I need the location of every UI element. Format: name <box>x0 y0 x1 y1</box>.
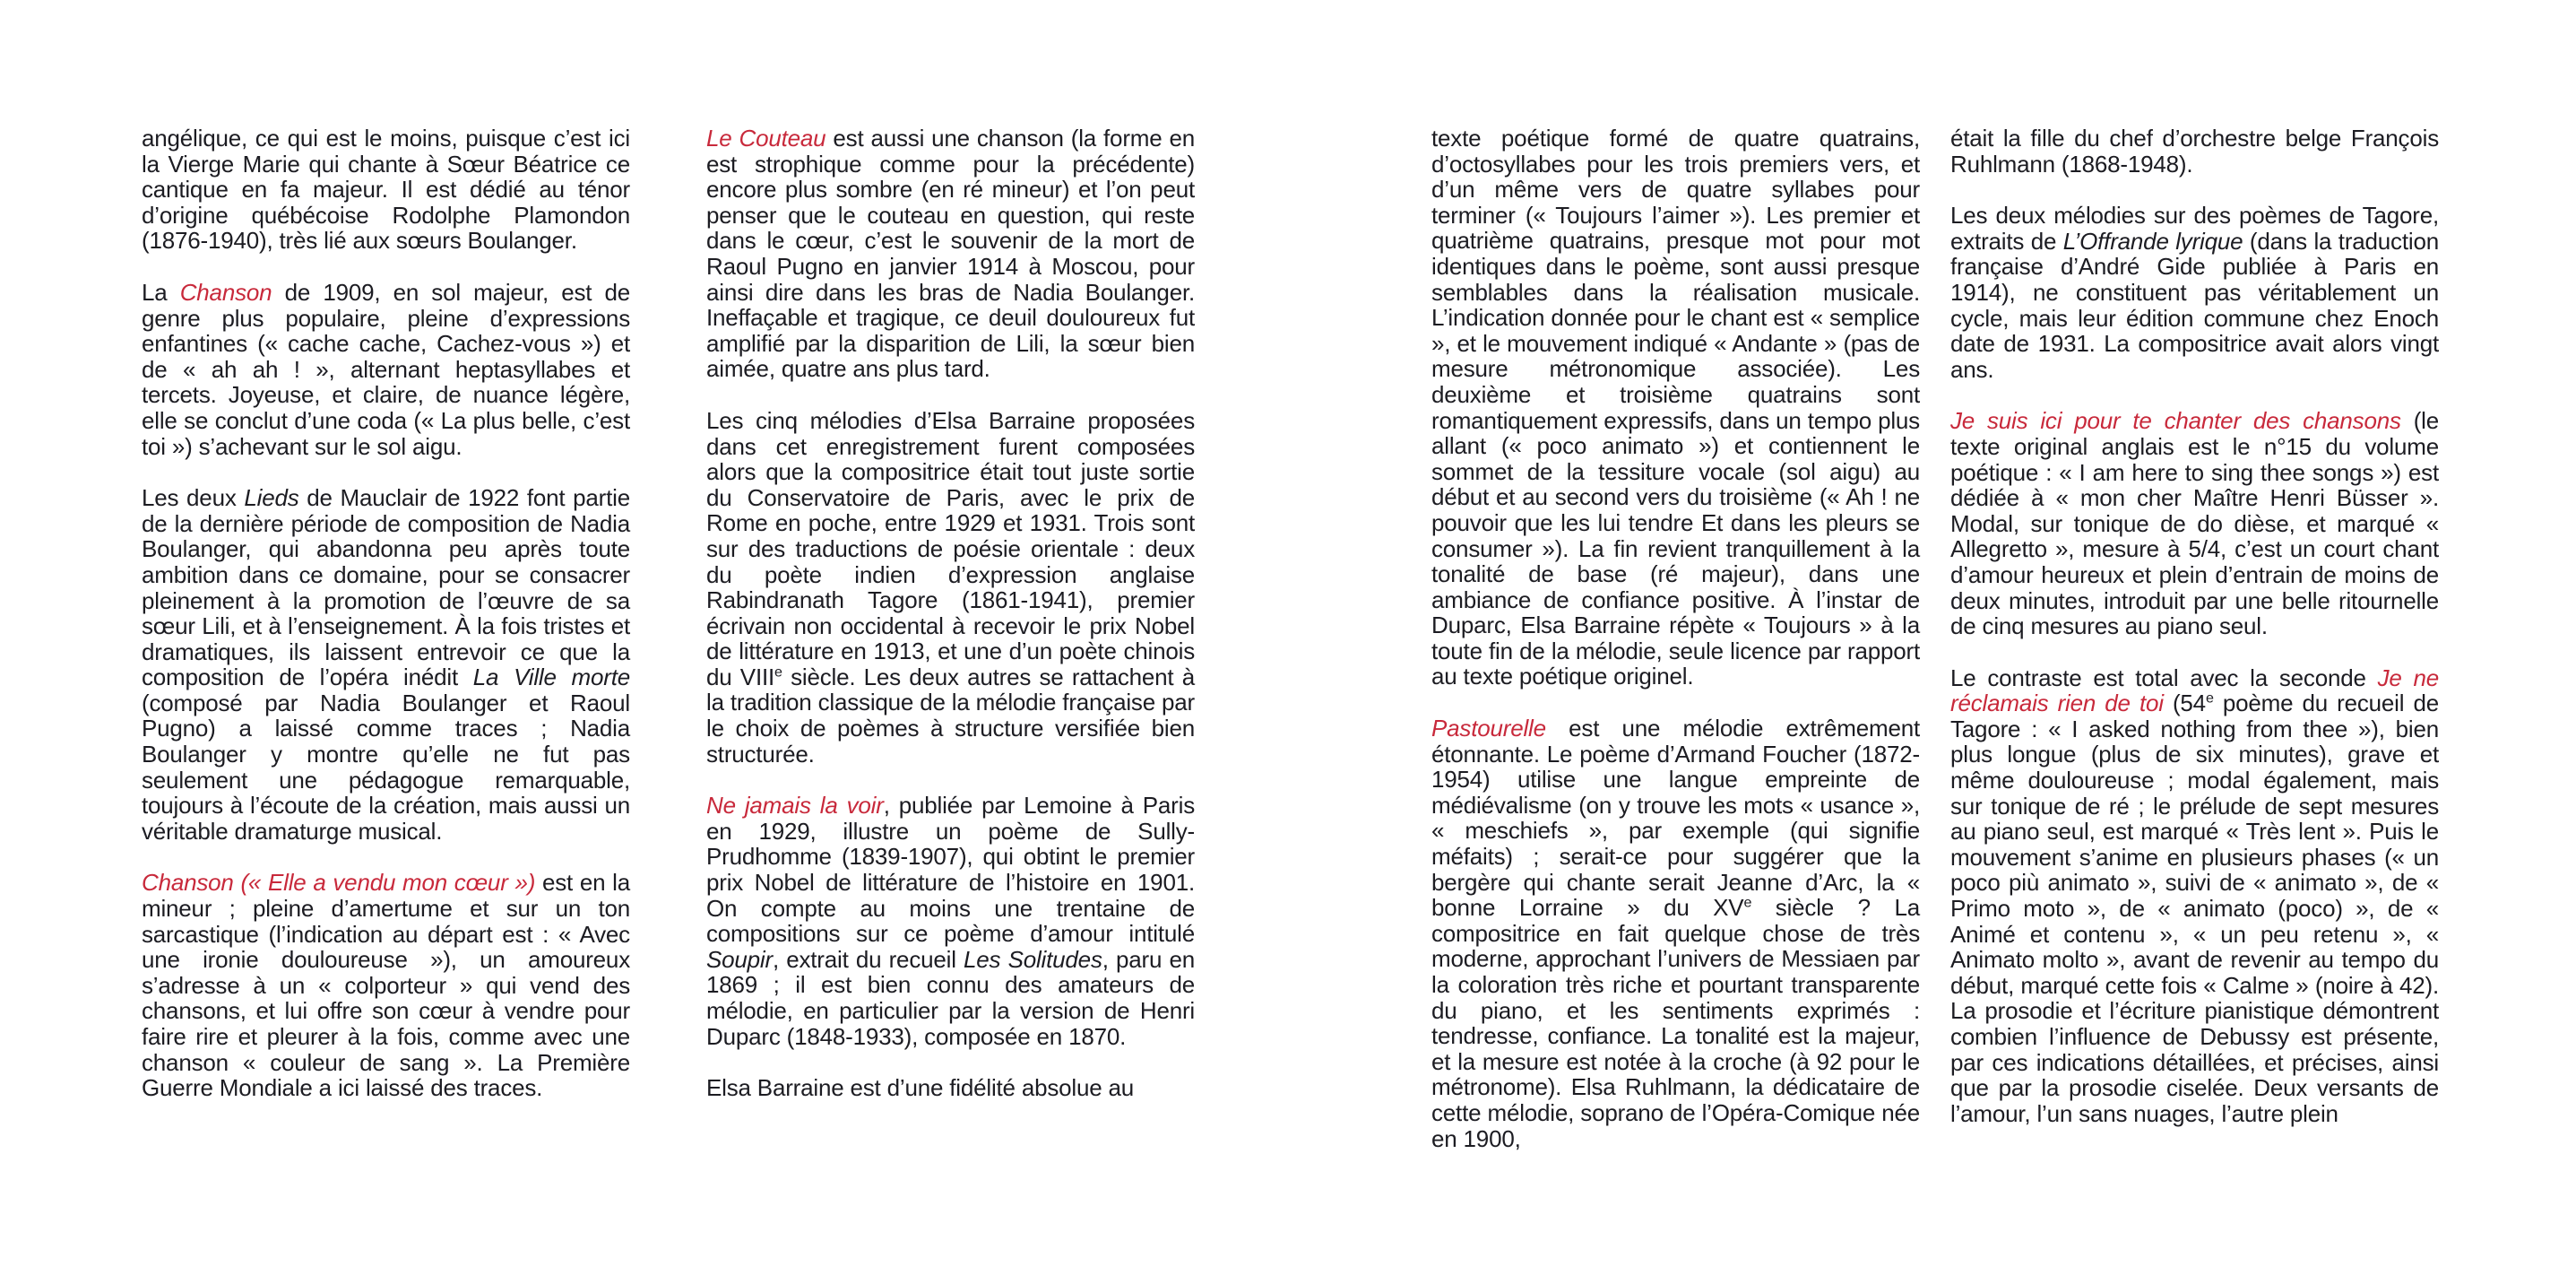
text-segment: de 1909, en sol majeur, est de genre plus populaire, pleine d’expressions enfantines (« cache cache, Cachez-vous ») et de « ah ah ! », alternant heptasyllabes et tercets. Joyeuse, et claire, de nuance légère, elle se conclut d’une coda (« La plus belle, c’est toi ») s’achevant sur le sol aigu. <box>142 278 630 460</box>
paragraph <box>1950 408 2439 638</box>
melody-title: Chanson <box>179 278 272 306</box>
text-segment: e <box>1743 894 1752 911</box>
paragraph <box>706 1075 1195 1101</box>
text-segment: Les cinq mélodies d’Elsa Barraine proposées dans cet enregistrement furent composées alors que la compositrice était tout juste sortie du Conservatoire de Paris, avec le prix de Rome en poche, entre 1929 et 1931. Trois sont sur des traductions de poésie orientale : deux du poète indien d’expression anglaise Rabindranath Tagore (1861-1941), premier écrivain non occidental à recevoir le prix Nobel de littérature en 1913, et une d’un poète chinois du VIII <box>706 406 1195 690</box>
text-segment: (54 <box>2163 690 2206 717</box>
paragraph <box>706 408 1195 767</box>
melody-title: Je suis ici pour te chanter des chansons <box>1950 407 2401 435</box>
melody-title: Pastourelle <box>1431 715 1546 742</box>
text-segment: était la fille du chef d’orchestre belge François Ruhlmann (1868-1948). <box>1950 125 2439 178</box>
melody-title: Ne jamais la voir <box>706 792 884 820</box>
text-segment: siècle. Les deux autres se rattachent à la tradition classique de la mélodie française par le choix de poèmes à structure versifiée bien structurée. <box>706 663 1196 768</box>
text-segment: , extrait du recueil <box>772 945 964 973</box>
text-segment: de Mauclair de 1922 font partie de la dernière période de composition de Nadia Boulanger, qui abandonna peu après toute ambition dans ce domaine, pour se consacrer pleinement à la promotion de l’œuvre de sa sœur Lili, et à l’enseignement. À la fois tristes et dramatiques, ils laissent entrevoir ce que la composition de l’opéra inédit <box>142 484 631 691</box>
melody-title: Je ne réclamais rien de toi <box>1950 664 2439 717</box>
melody-title: Chanson (« Elle a vendu mon cœur ») <box>142 869 536 897</box>
text-segment: , paru en 1869 ; il est bien connu des amateurs de mélodie, en particulier par la version de Henri Duparc (1848-1933), composée en 1870. <box>706 945 1195 1050</box>
text-column-2 <box>706 126 1195 1127</box>
text-segment: est aussi une chanson (la forme en est strophique comme pour la précédente) encore plus sombre (en ré mineur) et l’on peut penser que le couteau en question, qui reste dans le cœur, c’est le souvenir de la mort de Raoul Pugno en janvier 1914 à Moscou, pour ainsi dire dans les bras de Nadia Boulanger. Ineffaçable et tragique, ce deuil douloureux fut amplifié par la disparition de Lili, la sœur bien aimée, quatre ans plus tard. <box>706 125 1195 383</box>
text-segment: La <box>142 278 180 306</box>
paragraph <box>142 870 630 1100</box>
text-segment: est une mélodie extrêmement étonnante. Le poème d’Armand Foucher (1872-1954) utilise une langue empreinte de médiévalisme (on y trouve les mots « usance », « meschiefs », par exemple (qui signifie méfaits) ; serait-ce pour suggérer que la bergère qui chante serait Jeanne d’Arc, la « bonne Lorraine » du XV <box>1431 715 1920 922</box>
paragraph <box>142 280 630 459</box>
text-column-1 <box>142 126 630 1127</box>
text-segment: siècle ? La compositrice en fait quelque chose de très moderne, approchant l’univers de Messiaen par la coloration très riche et pourtant transparente du piano, et les sentiments exprimés : tendresse, confiance. La tonalité est la majeur, et la mesure est notée à la croche (à 92 pour le métronome). Elsa Ruhlmann, la dédicataire de cette mélodie, soprano de l’Opéra-Comique née en 1900, <box>1431 894 1920 1152</box>
text-segment: Les deux <box>142 484 245 512</box>
text-column-4 <box>1950 126 2439 1152</box>
text-segment: texte poétique formé de quatre quatrains, d’octosyllabes pour les trois premiers vers, et d’un même vers de quatre syllabes pour terminer (« Toujours l’aimer »). Les premier et quatrième quatrains, presque mot pour mot identiques dans le poème, sont aussi presque semblables dans la réalisation musicale. L’indication donnée pour le chant est « semplice », et le mouvement indiqué « Andante » (pas de mesure métronomique associée). Les deuxième et troisième quatrains sont romantiquement expressifs, dans un tempo plus allant (« poco animato ») et contiennent le sommet de la tessiture vocale (sol aigu) au début et au second vers du troisième (« Ah ! ne pouvoir que les lui tendre Et dans les pleurs se consumer »). La fin revient tranquillement à la tonalité de base (ré majeur), dans une ambiance de confiance positive. À l’instar de Duparc, Elsa Barraine répète « Toujours » à la toute fin de la mélodie, seule licence par rapport au texte poétique originel. <box>1431 125 1920 690</box>
text-segment: La Ville morte <box>472 664 630 691</box>
paragraph <box>1431 716 1920 1151</box>
paragraph <box>1950 126 2439 177</box>
melody-title: Le Couteau <box>706 125 826 152</box>
text-segment: (le texte original anglais est le n°15 du volume poétique : « I am here to sing thee songs ») est dédiée à « mon cher Maître Henri Büsser ». Modal, sur tonique de do dièse, et marqué « Allegretto », mesure à 5/4, c’est un court chant d’amour heureux et plein d’entrain de moins de deux minutes, introduit par une belle ritournelle de cinq mesures au piano seul. <box>1950 407 2439 640</box>
paragraph <box>142 485 630 844</box>
text-segment: Les deux mélodies sur des poèmes de Tagore, extraits de <box>1950 202 2439 255</box>
text-segment: angélique, ce qui est le moins, puisque c’est ici la Vierge Marie qui chante à Sœur Béatrice ce cantique en fa majeur. Il est dédié au ténor d’origine québécoise Rodolphe Plamondon (1876-1940), très lié aux sœurs Boulanger. <box>142 125 630 255</box>
text-segment: (composé par Nadia Boulanger et Raoul Pugno) a laissé comme traces ; Nadia Boulanger y montre qu’elle ne fut pas seulement une pédagogue remarquable, toujours à l’écoute de la création, mais aussi un véritable dramaturge musical. <box>142 689 630 845</box>
paragraph <box>706 126 1195 382</box>
text-segment: e <box>2205 690 2214 707</box>
paragraph <box>706 793 1195 1049</box>
text-segment: Les Solitudes <box>964 945 1102 973</box>
page-right <box>1288 0 2576 1284</box>
paragraph <box>142 126 630 254</box>
text-segment: est en la mineur ; pleine d’amertume et sur un ton sarcastique (l’indication au départ est : « Avec une ironie douloureuse »), un amoureux s’adresse à un « colporteur » qui vend des chansons, et lui offre son cœur à vendre pour faire rire et pleurer à la fois, comme avec une chanson « couleur de sang ». La Première Guerre Mondiale a ici laissé des traces. <box>142 869 630 1102</box>
text-segment: L’Offrande lyrique <box>2062 227 2243 255</box>
text-segment: (dans la traduction française d’André Gide publiée à Paris en 1914), ne constituent pas véritablement un cycle, mais leur édition commune chez Enoch date de 1931. La compositrice avait alors vingt ans. <box>1950 227 2439 383</box>
text-segment: e <box>774 664 782 681</box>
text-segment: Le contraste est total avec la seconde <box>1950 664 2378 691</box>
text-segment: , publiée par Lemoine à Paris en 1929, illustre un poème de Sully-Prudhomme (1839-1907), qui obtint le premier prix Nobel de littérature de l’histoire en 1901. On compte au moins une trentaine de compositions sur ce poème d’amour intitulé <box>706 792 1195 948</box>
paragraph <box>1950 203 2439 382</box>
text-segment: Soupir <box>706 945 773 973</box>
text-segment: Lieds <box>244 484 299 512</box>
text-column-3 <box>1431 126 1920 1177</box>
paragraph <box>1431 126 1920 690</box>
text-segment: Elsa Barraine est d’une fidélité absolue au <box>706 1074 1135 1102</box>
paragraph <box>1950 665 2439 1127</box>
text-segment: poème du recueil de Tagore : « I asked nothing from thee »), bien plus longue (plus de six minutes), grave et même douloureuse ; modal également, mais sur tonique de ré ; le prélude de sept mesures au piano seul, est marqué « Très lent ». Puis le mouvement s’anime en plusieurs phases (« un poco più animato », suivi de « animato », de « Primo moto », de « animato (poco) », de « Animé et contenu », « un peu retenu », « Animato molto », avant de revenir au tempo du début, marqué cette fois « Calme » (noire à 42). La prosodie et l’écriture pianistique démontrent combien l’influence de Debussy est présente, par ces indications détaillées, et précises, ainsi que par la prosodie ciselée. Deux versants de l’amour, l’un sans nuages, l’autre plein <box>1950 690 2439 1127</box>
